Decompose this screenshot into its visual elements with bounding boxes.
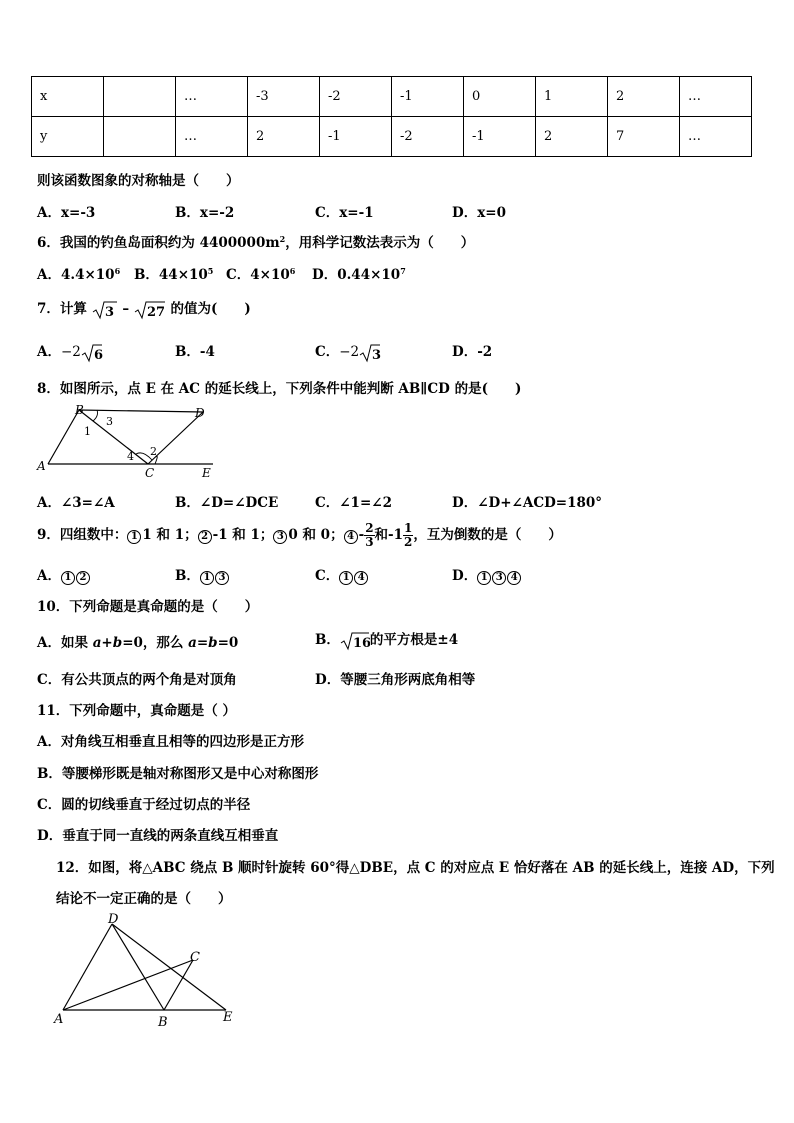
table-cell: 2 xyxy=(248,117,320,157)
q12-stem-line-1: 12．如图，将△ABC 绕点 B 顺时针旋转 60°得△DBE，点 C 的对应点 E 恰好落在 AB 的延长线上，连接 AD，下列 xyxy=(56,860,775,876)
q9-option-d xyxy=(452,564,522,585)
angle-label-3: 3 xyxy=(106,415,113,428)
radical-sign-icon xyxy=(340,631,370,651)
q10-option-b-text: 的平方根是±4 xyxy=(369,632,459,648)
table-cell: x xyxy=(32,77,104,117)
radicand: 6 xyxy=(93,347,103,363)
point-label-c: C xyxy=(190,950,200,965)
point-label-e: E xyxy=(223,1010,233,1025)
q9-pair-4-mid: 和-1 xyxy=(374,527,404,543)
table-cell: 2 xyxy=(608,77,680,117)
q6-option-a-sup: 6 xyxy=(114,266,121,276)
circled-number: 3 xyxy=(492,571,506,585)
q10-stem: 10．下列命题是真命题的是（ ） xyxy=(37,599,259,615)
q6-option-b-text: B．44×10 xyxy=(134,267,208,283)
minus-sign: – xyxy=(122,301,130,317)
q8-parallelogram-figure xyxy=(35,402,220,480)
point-label-e: E xyxy=(202,466,211,480)
q7-option-c-label: C． xyxy=(315,344,340,360)
q12-rotation-figure xyxy=(50,910,240,1030)
q10-option-b-label: B． xyxy=(315,632,340,648)
circled-number-2: 2 xyxy=(198,530,212,544)
sqrt-27-expression xyxy=(134,300,166,320)
q6-option-d-text: D．0.44×10 xyxy=(312,267,401,283)
q10-option-a-text: A．如果 xyxy=(37,635,93,651)
sqrt-3-expression xyxy=(92,300,118,320)
radical-sign-icon xyxy=(92,300,118,320)
table-cell: … xyxy=(176,77,248,117)
point-label-a: A xyxy=(37,459,46,473)
q7-option-b: B．-4 xyxy=(175,344,215,360)
q7-stem-text-2: 的值为( ) xyxy=(170,301,251,317)
q7-stem-text: 7．计算 xyxy=(37,301,87,317)
angle-label-2: 2 xyxy=(150,445,157,458)
q7-option-a xyxy=(37,340,103,363)
fraction-numerator: 1 xyxy=(404,521,413,535)
q8-option-b: B．∠D=∠DCE xyxy=(175,495,279,511)
circled-number: 1 xyxy=(61,571,75,585)
fraction-two-thirds xyxy=(364,522,374,549)
table-cell: … xyxy=(680,77,752,117)
angle-label-1: 1 xyxy=(84,425,91,438)
circled-number: 3 xyxy=(215,571,229,585)
fraction-denominator: 3 xyxy=(365,535,374,549)
table-cell xyxy=(104,77,176,117)
q9-pair-3: 0 和 0； xyxy=(288,527,344,543)
table-cell: 7 xyxy=(608,117,680,157)
q6-option-a xyxy=(37,263,120,283)
q9-option-d-label: D． xyxy=(452,568,478,584)
circled-number-4: 4 xyxy=(344,530,358,544)
q11-option-a: A．对角线互相垂直且相等的四边形是正方形 xyxy=(37,734,304,750)
table-cell: 0 xyxy=(464,77,536,117)
table-row xyxy=(32,77,752,117)
q9-pair-1: 1 和 1； xyxy=(142,527,198,543)
q10-option-a xyxy=(37,631,238,651)
radicand: 3 xyxy=(372,347,382,363)
fraction-one-half xyxy=(403,522,413,549)
circled-number: 4 xyxy=(354,571,368,585)
q12-stem-line-2: 结论不一定正确的是（ ） xyxy=(56,891,232,907)
point-label-b: B xyxy=(158,1015,168,1030)
circled-number-1: 1 xyxy=(127,530,141,544)
table-cell: -3 xyxy=(248,77,320,117)
q7-option-d: D．-2 xyxy=(452,344,493,360)
radicand: 3 xyxy=(104,304,114,320)
q6-stem xyxy=(37,231,474,251)
q6-option-c xyxy=(226,263,295,283)
q6-option-c-sup: 6 xyxy=(289,266,296,276)
q5-option-c: C．x=-1 xyxy=(315,205,374,221)
q9-option-a xyxy=(37,564,91,585)
q11-option-d: D．垂直于同一直线的两条直线互相垂直 xyxy=(37,828,279,844)
radical-sign-icon xyxy=(359,343,381,363)
angle-label-4: 4 xyxy=(127,450,134,463)
q6-option-c-text: C．4×10 xyxy=(226,267,290,283)
table-cell: … xyxy=(176,117,248,157)
circled-number: 1 xyxy=(339,571,353,585)
q9-pair-4-sign: - xyxy=(358,527,365,543)
table-cell: -2 xyxy=(392,117,464,157)
radical-sign-icon xyxy=(134,300,166,320)
q9-option-b-label: B． xyxy=(175,568,200,584)
circled-number: 1 xyxy=(477,571,491,585)
q7-option-c xyxy=(315,340,381,363)
radicand: 16 xyxy=(352,635,370,651)
q9-option-c-label: C． xyxy=(315,568,340,584)
point-label-d: D xyxy=(195,406,205,420)
table-cell: 1 xyxy=(536,77,608,117)
q11-option-b: B．等腰梯形既是轴对称图形又是中心对称图形 xyxy=(37,766,319,782)
q10-option-c: C．有公共顶点的两个角是对顶角 xyxy=(37,672,237,688)
table-cell: y xyxy=(32,117,104,157)
q5-option-b: B．x=-2 xyxy=(175,205,235,221)
q8-stem: 8．如图所示，点 E 在 AC 的延长线上，下列条件中能判断 AB∥CD 的是( ) xyxy=(37,381,522,397)
point-label-b: B xyxy=(75,403,84,417)
table-cell: -2 xyxy=(320,77,392,117)
q6-option-d xyxy=(312,263,406,283)
q10-option-d: D．等腰三角形两底角相等 xyxy=(315,672,476,688)
point-label-d: D xyxy=(108,912,119,927)
q7-option-c-coef: −2 xyxy=(339,344,360,360)
q8-option-d: D．∠D+∠ACD=180° xyxy=(452,495,603,511)
radicand: 27 xyxy=(146,304,165,320)
q8-option-a: A．∠3=∠A xyxy=(37,495,115,511)
q6-stem-text-2: ，用科学记数法表示为（ ） xyxy=(285,235,475,251)
q10-option-a-expr-2: a=b xyxy=(188,635,218,651)
q9-stem-text: 9．四组数中： xyxy=(37,527,128,543)
fraction-denominator: 2 xyxy=(404,535,413,549)
q9-stem-text-2: ，互为倒数的是（ ） xyxy=(413,527,562,543)
q9-pair-2: -1 和 1； xyxy=(212,527,274,543)
q6-option-b-sup: 5 xyxy=(207,266,214,276)
fraction-numerator: 2 xyxy=(365,521,374,535)
q11-stem: 11．下列命题中，真命题是（ ） xyxy=(37,703,236,719)
table-cell: … xyxy=(680,117,752,157)
q6-option-b xyxy=(134,263,213,283)
q10-option-a-expr: a+b xyxy=(92,635,123,651)
q9-stem xyxy=(37,519,562,551)
q5-stem: 则该函数图象的对称轴是（ ） xyxy=(37,173,240,189)
q6-option-a-text: A．4.4×10 xyxy=(37,267,115,283)
q7-stem xyxy=(37,297,251,320)
point-label-a: A xyxy=(54,1012,64,1027)
q8-option-c: C．∠1=∠2 xyxy=(315,495,392,511)
table-cell: -1 xyxy=(392,77,464,117)
q7-option-a-coef: −2 xyxy=(60,344,81,360)
circled-number-3: 3 xyxy=(273,530,287,544)
table-cell xyxy=(104,117,176,157)
q6-option-d-sup: 7 xyxy=(400,266,406,276)
q10-option-a-text-3: =0 xyxy=(217,635,239,651)
q11-option-c: C．圆的切线垂直于经过切点的半径 xyxy=(37,797,251,813)
q5-option-a: A．x=-3 xyxy=(37,205,96,221)
q6-stem-text: 6．我国的钓鱼岛面积约为 4400000m xyxy=(37,235,280,251)
table-row xyxy=(32,117,752,157)
q9-option-b xyxy=(175,564,230,585)
q5-option-d: D．x=0 xyxy=(452,205,506,221)
q6-stem-sup: 2 xyxy=(279,234,286,244)
circled-number: 2 xyxy=(76,571,90,585)
q10-option-b xyxy=(315,628,458,651)
circled-number: 1 xyxy=(200,571,214,585)
table-cell: 2 xyxy=(536,117,608,157)
radical-sign-icon xyxy=(81,343,103,363)
q7-option-a-label: A． xyxy=(37,344,61,360)
table-cell: -1 xyxy=(464,117,536,157)
table-cell: -1 xyxy=(320,117,392,157)
xy-value-table xyxy=(31,76,752,157)
point-label-c: C xyxy=(145,466,155,480)
q9-option-c xyxy=(315,564,369,585)
q10-option-a-text-2: =0，那么 xyxy=(122,635,189,651)
circled-number: 4 xyxy=(507,571,521,585)
q9-option-a-label: A． xyxy=(37,568,61,584)
